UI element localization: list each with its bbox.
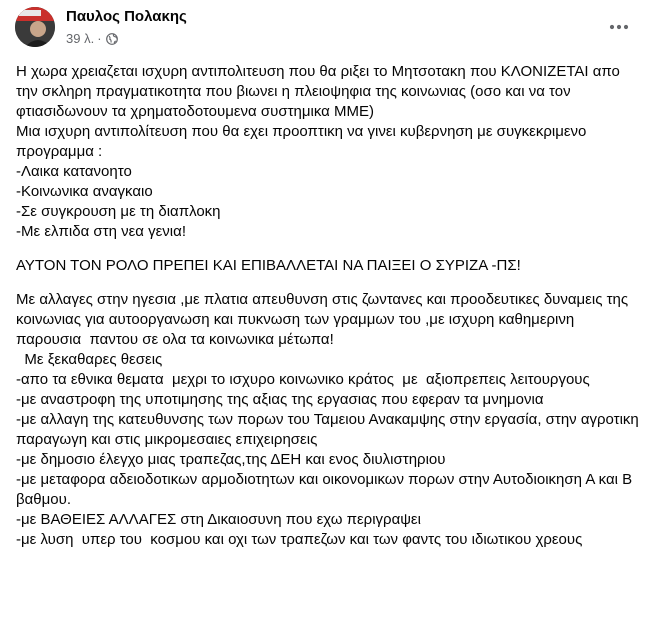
meta-separator: · [97,31,102,46]
post-paragraph-headline: ΑΥΤΟΝ ΤΟΝ ΡΟΛΟ ΠΡΕΠΕΙ ΚΑΙ ΕΠΙΒΑΛΛΕΤΑΙ ΝΑ ΠΑΙΞΕΙ Ο ΣΥΡΙΖΑ -ΠΣ! [16,257,521,274]
post-timestamp[interactable]: 39 λ. [66,31,95,46]
post-header [0,0,647,60]
post-meta [66,31,118,46]
post-paragraph-intro: Η χωρα χρειαζεται ισχυρη αντιπολιτευση που θα ριξει το Μητσοτακη που ΚΛΟΝΙΖΕΤΑΙ απο την σκληρη πραγματικοτητα που βιωνει η πλειοψηφια της κοινωνιας (οσο και να τον φτιασιδωνουν τα χρηματοδοτουμενα συστημικα ΜΜΕ) Μια ισχυρη αντιπολίτευση που θα εχει προοπτικη να γινει κυβερνηση με συγκεκριμενο προγραμμα : -Λαικα κατανοητο -Κοινωνικα αναγκαιο -Σε συγκρουση με τη διαπλοκη -Με ελπιδα στη νεα γενια! [16,63,620,240]
avatar[interactable] [15,7,55,47]
more-options-button[interactable] [602,10,636,44]
more-horizontal-icon [609,24,629,30]
author-name[interactable]: Παυλος Πολακης [66,8,187,25]
post-paragraph-program: Με αλλαγες στην ηγεσια ,με πλατια απευθυνση στις ζωντανες και προοδευτικες δυναμεις της κοινωνιας για αυτοοργανωση και πυκνωση των γραμμων του ,με ισχυρη καθημερινη παρουσια παντου σε ολα τα κοινωνικα μέτωπα! Με ξεκαθαρες θεσεις -απο τα εθνικα θεματα μεχρι το ισχυρο κοινωνικο κράτος με αξιοπρεπεις λειτουργους -με αναστροφη της υποτιμησης της αξιας της εργασιας που εφεραν τα μνημονια -με αλλαγη της κατευθυνσης των πορων του Ταμειου Ανακαμψης στην εργασία, στην αγροτικη παραγωγη και στις μικρομεσαιες επιχειρησεις -με δημοσιο έλεγχο μιας τραπεζας,της ΔΕΗ και ενος διυλιστηριου -με μεταφορα αδειοδοτικων αρμοδιοτητων και οικονομικων πορων στην Αυτοδιοικηση Α και Β βαθμου. -με ΒΑΘΕΙΕΣ ΑΛΛΑΓΕΣ στη Δικαιοσυνη που εχω περιγραψει -με λυση υπερ του κοσμου και οχι των τραπεζων και των φαντς του ιδιωτικου χρεους [16,291,639,548]
post-text [16,62,641,550]
avatar-image [15,7,55,47]
globe-icon [106,33,118,45]
